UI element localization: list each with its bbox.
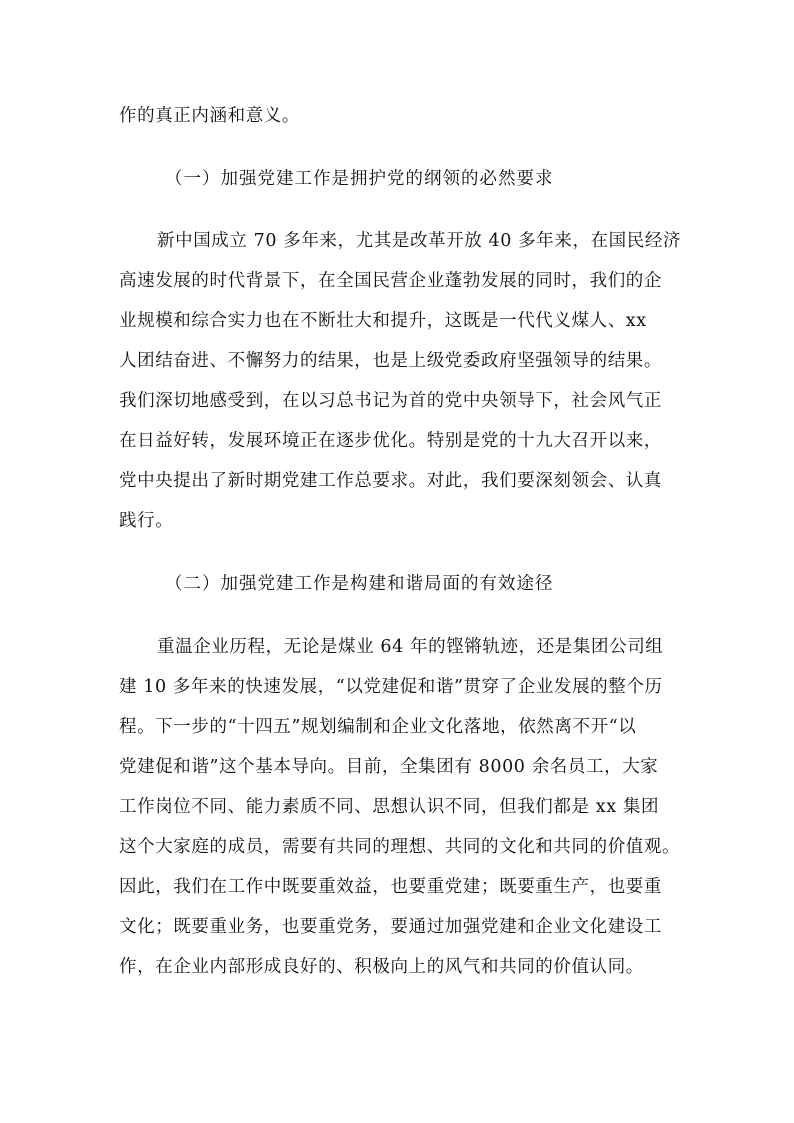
paragraph-1-line: 党中央提出了新时期党建工作总要求。对此，我们要深刻领会、认真 — [119, 471, 662, 491]
paragraph-2-line: 文化；既要重业务，也要重党务，要通过加强党建和企业文化建设工 — [119, 917, 662, 937]
paragraph-1-line: 践行。 — [119, 511, 174, 531]
paragraph-1-line: 在日益好转，发展环境正在逐步优化。特别是党的十九大召开以来， — [119, 431, 662, 451]
paragraph-2-line: 建 10 多年来的快速发展，“以党建促和谐”贯穿了企业发展的整个历 — [119, 677, 663, 697]
paragraph-2-line: 党建促和谐”这个基本导向。目前，全集团有 8000 余名员工，大家 — [119, 757, 659, 777]
paragraph-2-line: 作，在企业内部形成良好的、积极向上的风气和共同的价值认同。 — [119, 957, 644, 977]
section-heading-2: （二）加强党建工作是构建和谐局面的有效途径 — [165, 574, 554, 594]
paragraph-continuation-line: 作的真正内涵和意义。 — [119, 106, 300, 126]
paragraph-2-line: 重温企业历程，无论是煤业 64 年的铿锵轨迹，还是集团公司组 — [157, 637, 664, 657]
paragraph-2-line: 程。下一步的“十四五”规划编制和企业文化落地，依然离不开“以 — [119, 717, 637, 737]
section-heading-1: （一）加强党建工作是拥护党的纲领的必然要求 — [165, 169, 554, 189]
paragraph-2-line: 因此，我们在工作中既要重效益，也要重党建；既要重生产，也要重 — [119, 877, 662, 897]
paragraph-2-line: 工作岗位不同、能力素质不同、思想认识不同，但我们都是 xx 集团 — [119, 797, 660, 817]
paragraph-1-line: 高速发展的时代背景下，在全国民营企业蓬勃发展的同时，我们的企 — [119, 271, 662, 291]
paragraph-1-line: 新中国成立 70 多年来，尤其是改革开放 40 多年来，在国民经济 — [157, 231, 682, 251]
paragraph-1-line: 业规模和综合实力也在不断壮大和提升，这既是一代代义煤人、xx — [119, 311, 647, 331]
paragraph-2-line: 这个大家庭的成员，需要有共同的理想、共同的文化和共同的价值观。 — [119, 837, 681, 857]
paragraph-1-line: 人团结奋进、不懈努力的结果，也是上级党委政府坚强领导的结果。 — [119, 351, 662, 371]
paragraph-1-line: 我们深切地感受到，在以习总书记为首的党中央领导下，社会风气正 — [119, 391, 662, 411]
